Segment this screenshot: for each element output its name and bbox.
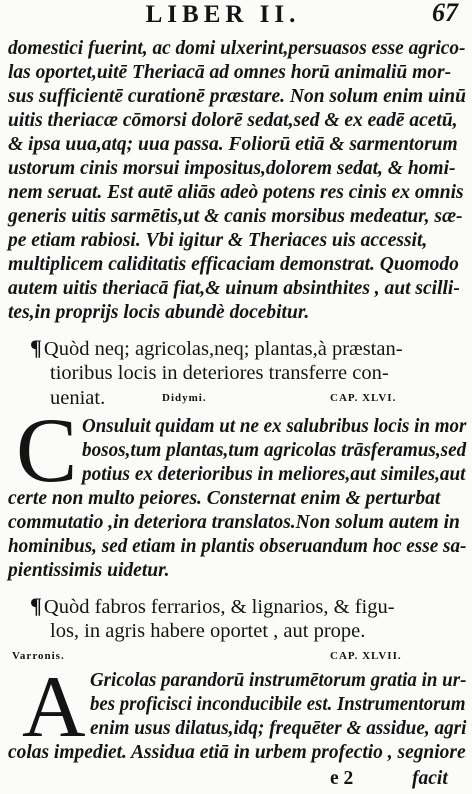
text-line: certe non multo peiores. Consternat enim & perturbat xyxy=(8,488,441,509)
source-attribution: Varronis. xyxy=(12,650,65,662)
text-line: tes,in proprijs locis abundè docebitur. xyxy=(8,302,310,323)
text-line: enim usus dilatus,idq; frequēter & assidue, agri xyxy=(90,718,467,739)
running-head: LIBER II. xyxy=(145,1,301,28)
source-attribution: Didymi. xyxy=(162,392,207,404)
text-line: potius ex deterioribus in meliores,aut similes,aut xyxy=(82,464,466,485)
text-line: Gricolas parandorū instrumētorum gratia in ur- xyxy=(90,670,467,691)
heading-line xyxy=(30,594,395,619)
text-line: pe etiam rabiosi. Vbi igitur & Theriaces uis accessit, xyxy=(8,230,428,251)
text-line: generis uitis sarmētis,ut & canis morsibus medeatur, sæ- xyxy=(8,206,463,227)
heading-line: los, in agris habere oportet , aut prope. xyxy=(50,620,366,642)
text-line: nem seruat. Est autē aliās adeò potens res cinis ex omnis xyxy=(8,182,464,203)
pilcrow-mark: ¶ xyxy=(30,593,42,618)
text-line: multiplicem caliditatis efficaciam demonstrat. Quomodo xyxy=(8,254,459,275)
catchword: facit xyxy=(412,768,448,789)
text-line: hominibus, sed etiam in plantis obseruandum hoc esse sa- xyxy=(8,536,467,557)
text-line: bes proficisci inconducibile est. Instrumentorum xyxy=(90,694,466,715)
text-line: sus sufficientē curationē præstare. Non solum enim uinū xyxy=(8,86,466,107)
text-line: Onsuluit quidam ut ne ex salubribus locis in mor xyxy=(82,416,467,437)
heading-text: Quòd fabros ferrarios, & lignarios, & figu- xyxy=(43,596,395,618)
pilcrow-mark: ¶ xyxy=(30,335,42,360)
text-line: uitis theriacæ cōmorsi dolorē sedat,sed & ex eadē acetū, xyxy=(8,110,458,131)
page-number: 67 xyxy=(432,0,458,27)
heading-line xyxy=(30,336,403,361)
text-line: autem uitis theriacā fiat,& uinum absinthites , aut scilli- xyxy=(8,278,460,299)
text-line: commutatio ,in deteriora translatos.Non solum autem in xyxy=(8,512,460,533)
drop-cap: A xyxy=(22,659,86,756)
chapter-number: CAP. XLVI. xyxy=(330,392,397,404)
text-line: & ipsa uua,atq; uua passa. Foliorū etiā & sarmentorum xyxy=(8,134,458,155)
heading-text: Quòd neq; agricolas,neq; plantas,à præstan- xyxy=(43,338,403,360)
heading-line: ueniat. xyxy=(50,387,106,409)
chapter-number: CAP. XLVII. xyxy=(330,650,402,662)
heading-line: tioribus locis in deteriores transferre con- xyxy=(50,362,389,384)
signature-mark: e 2 xyxy=(330,768,354,789)
text-line: domestici fuerint, ac domi ulxerint,persuasos esse agrico- xyxy=(8,38,466,59)
text-line: bosos,tum plantas,tum agricolas trāsferamus,sed xyxy=(82,440,467,461)
text-line: las oportet,uitē Theriacā ad omnes horū animaliū mor- xyxy=(8,62,452,83)
drop-cap: C xyxy=(16,399,78,501)
text-line: ustorum cinis morsui impositus,dolorem sedat, & homi- xyxy=(8,158,456,179)
text-line: colas impediet. Assidua etiā in urbem profectio , segniore xyxy=(8,742,466,763)
text-line: pientissimis uidetur. xyxy=(8,560,170,581)
